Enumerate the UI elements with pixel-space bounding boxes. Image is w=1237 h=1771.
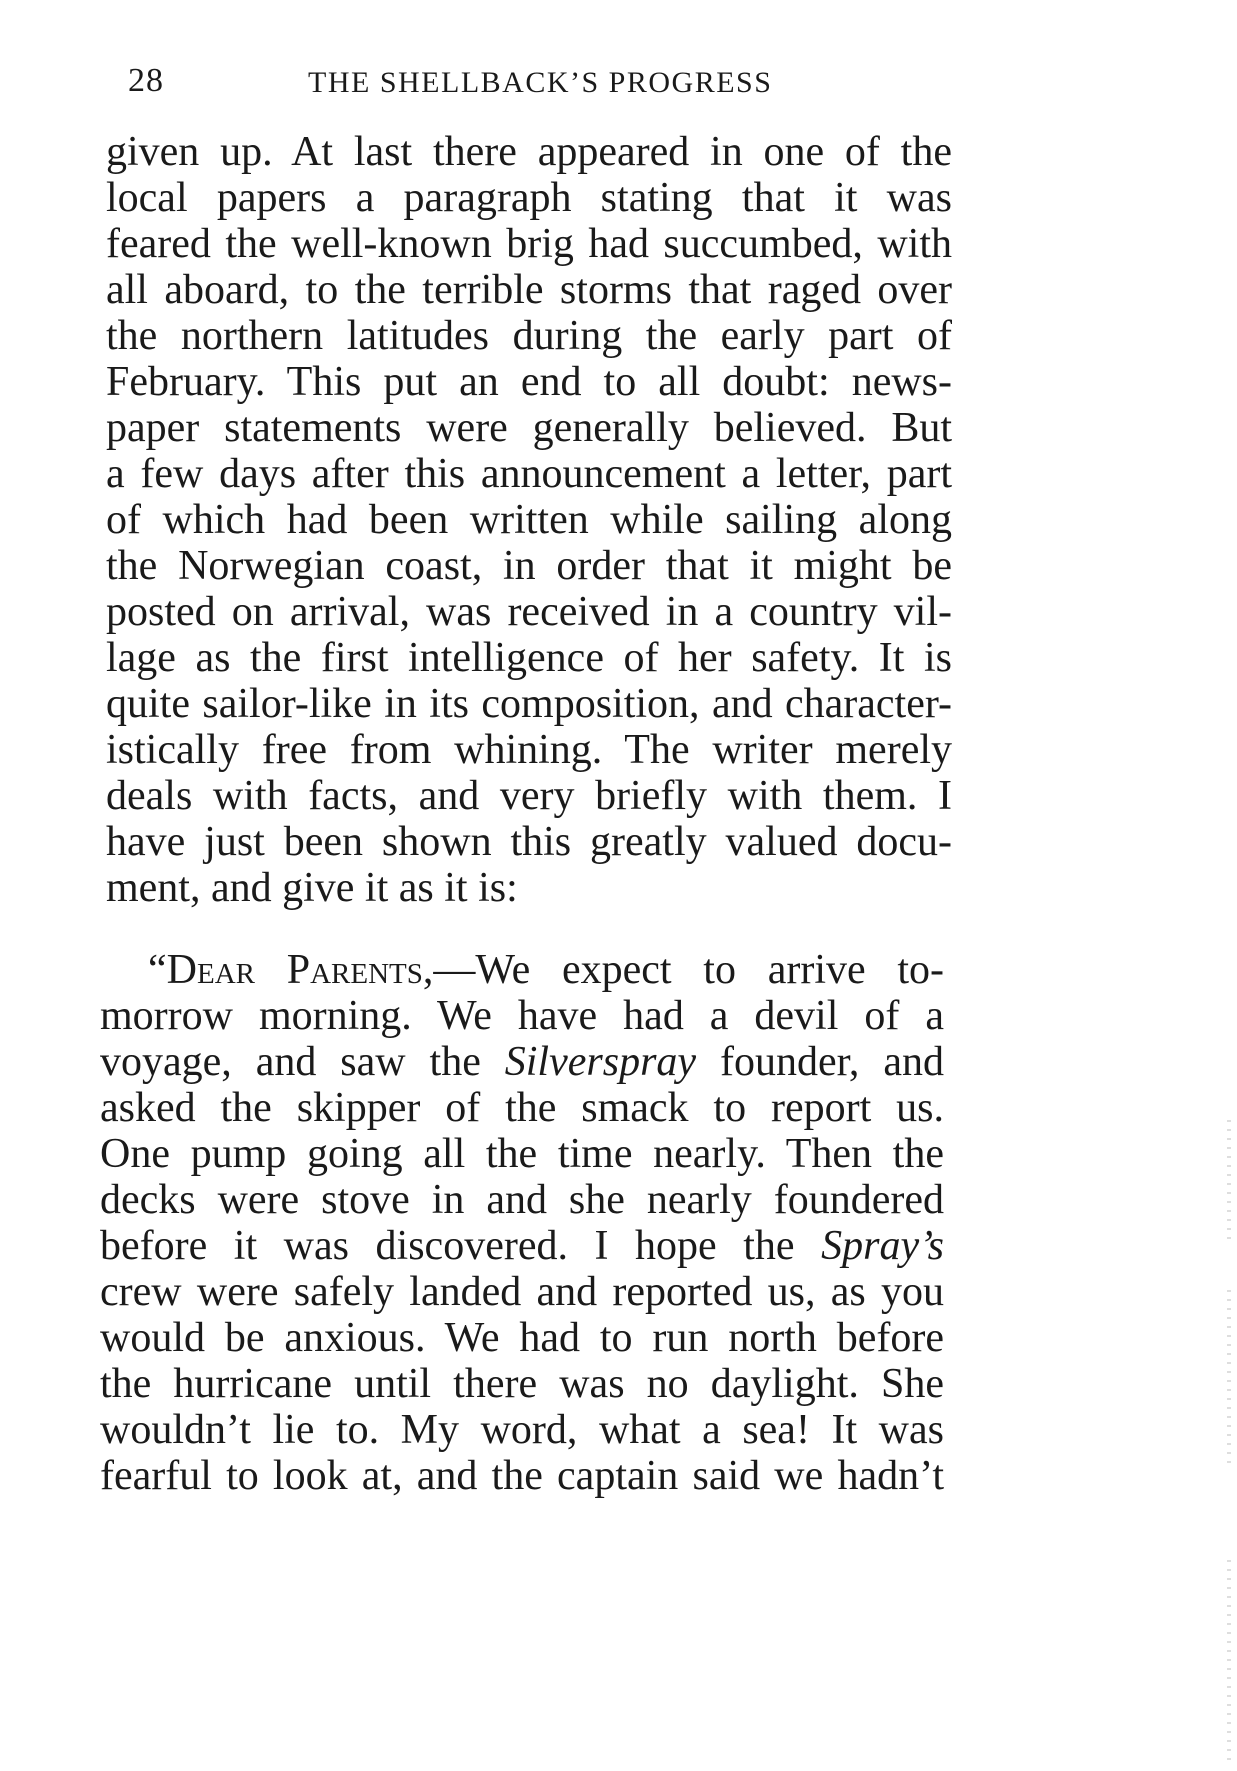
page-edge-speckle <box>1227 1290 1231 1470</box>
letter-first-line-rest: —We expect to arrive to- <box>433 947 944 993</box>
text-line: istically free from whining. The writer merely <box>106 727 952 773</box>
text-line: posted on arrival, was received in a country vil- <box>106 589 952 635</box>
text-line: One pump going all the time nearly. Then the <box>100 1131 944 1177</box>
letter-salutation: Dear Parents, <box>166 947 434 993</box>
letter-line-spray <box>100 1221 944 1271</box>
page-edge-speckle <box>1227 1560 1231 1760</box>
text-line: lage as the first intelligence of her safety. It is <box>106 635 952 681</box>
text-line: deals with facts, and very briefly with them. I <box>106 773 952 819</box>
text-line: a few days after this announcement a letter, part <box>106 451 952 497</box>
text-line: fearful to look at, and the captain said we hadn’t <box>100 1453 944 1499</box>
running-head <box>110 62 1010 102</box>
text-line: morrow morning. We have had a devil of a <box>100 993 944 1039</box>
text-line: would be anxious. We had to run north before <box>100 1315 944 1361</box>
letter-first-line <box>148 945 944 995</box>
text-line: crew were safely landed and reported us, as you <box>100 1269 944 1315</box>
page-edge-speckle <box>1227 1120 1231 1240</box>
text-line: of which had been written while sailing along <box>106 497 952 543</box>
ship-name-silverspray: Silverspray <box>504 1039 697 1085</box>
text-line: feared the well-known brig had succumbed, with <box>106 221 952 267</box>
text-line: quite sailor-like in its composition, and character- <box>106 681 952 727</box>
text-line: have just been shown this greatly valued docu- <box>106 819 952 865</box>
text-fragment: voyage, and saw the <box>100 1039 505 1085</box>
text-line: the northern latitudes during the early part of <box>106 313 952 359</box>
text-line: decks were stove in and she nearly foundered <box>100 1177 944 1223</box>
open-quote: “ <box>148 947 167 993</box>
text-fragment: founder, and <box>696 1039 944 1085</box>
text-line: the hurricane until there was no daylight. She <box>100 1361 944 1407</box>
ship-name-spray: Spray’s <box>821 1223 944 1269</box>
text-line: paper statements were generally believed. But <box>106 405 952 451</box>
text-line: asked the skipper of the smack to report us. <box>100 1085 944 1131</box>
text-line: the Norwegian coast, in order that it might be <box>106 543 952 589</box>
page-number: 28 <box>128 62 164 99</box>
letter-line-ship <box>100 1037 944 1087</box>
text-line: February. This put an end to all doubt: news- <box>106 359 952 405</box>
running-title: THE SHELLBACK’S PROGRESS <box>308 66 773 99</box>
text-line: local papers a paragraph stating that it was <box>106 175 952 221</box>
text-line: all aboard, to the terrible storms that raged over <box>106 267 952 313</box>
text-fragment: before it was discovered. I hope the <box>100 1223 822 1269</box>
text-line: given up. At last there appeared in one of the <box>106 129 952 175</box>
text-line: ment, and give it as it is: <box>106 865 518 911</box>
text-line: wouldn’t lie to. My word, what a sea! It was <box>100 1407 944 1453</box>
